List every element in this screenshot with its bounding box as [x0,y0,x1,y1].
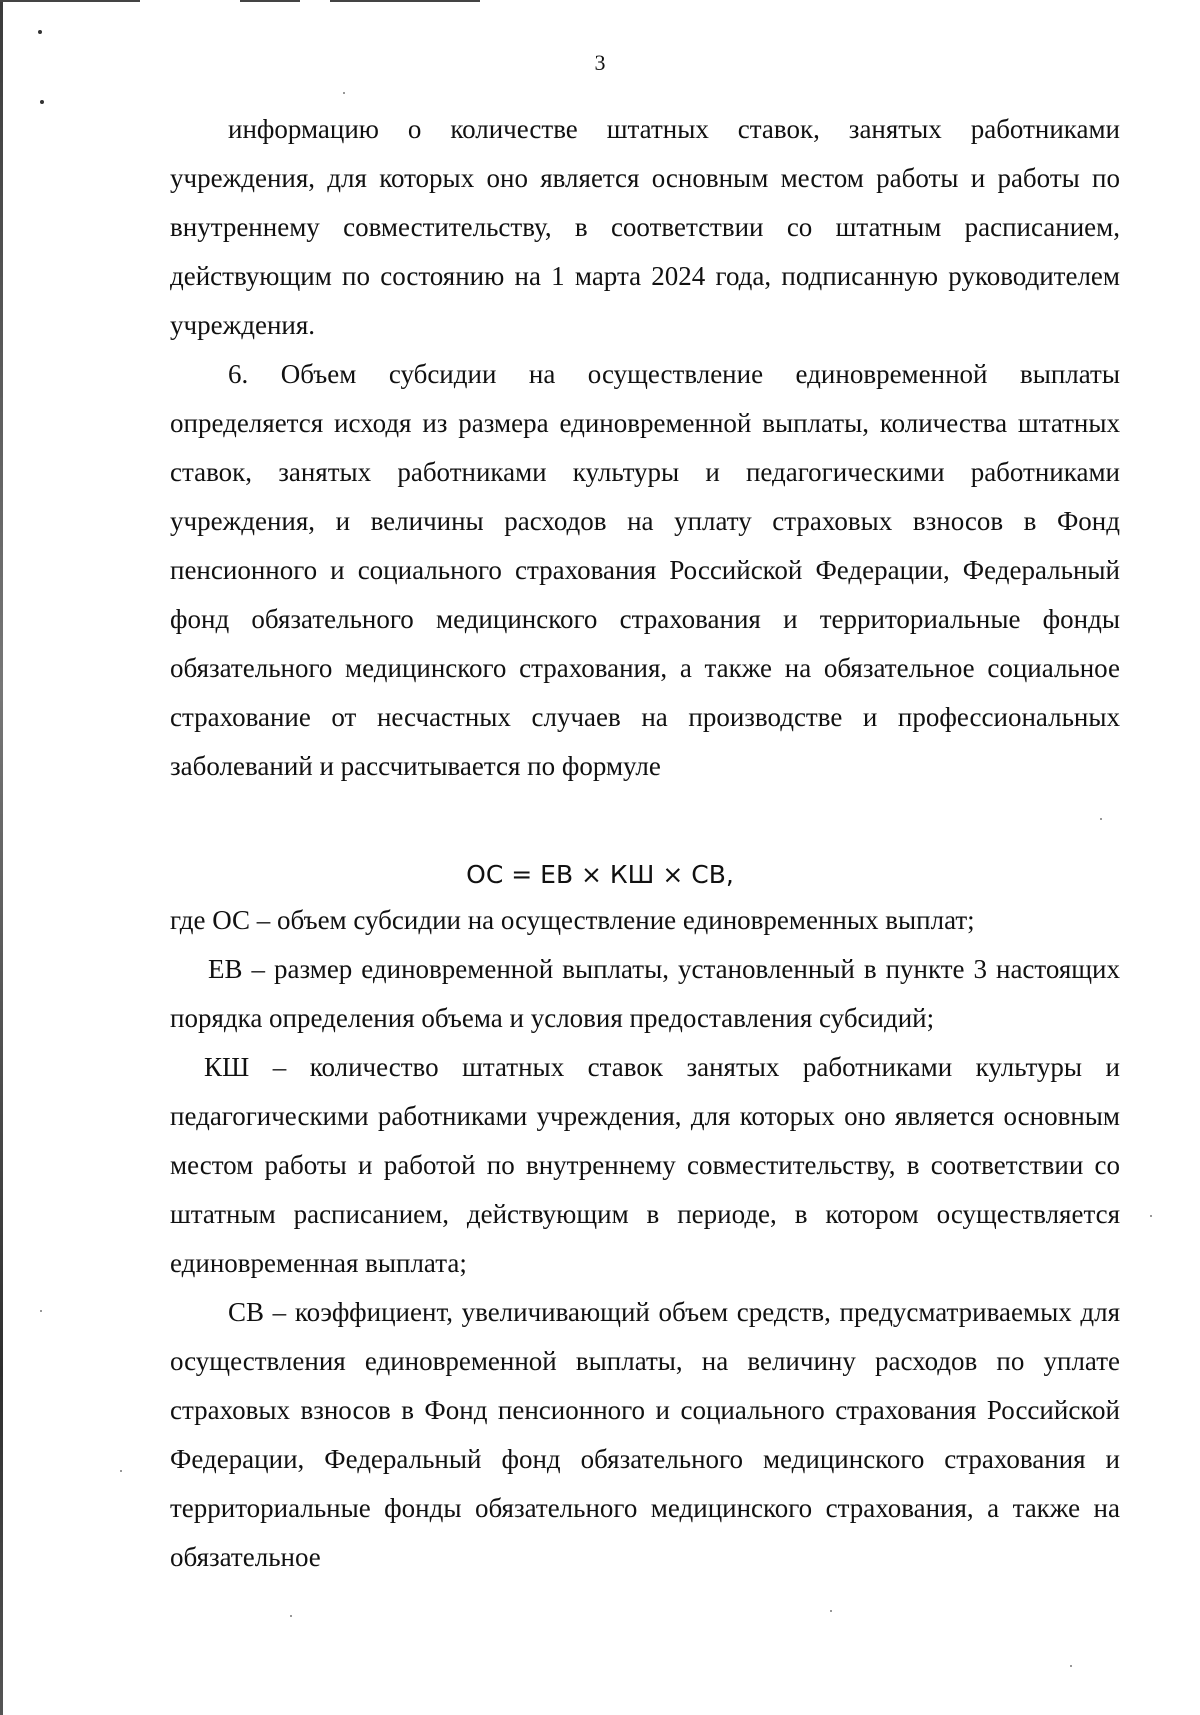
paragraph-ksh-definition: КШ – количество штатных ставок занятых работниками культуры и педагогическими работниками учреждения, для которых оно является основным местом работы и работой по внутреннему совместительству, в соответствии со штатным расписанием, действующим в периоде, в котором осуществляется единовременная выплата; [170,1052,1120,1278]
scan-speck [40,100,44,104]
paragraph-sv-definition: СВ – коэффициент, увеличивающий объем средств, предусматриваемых для осуществления единовременной выплаты, на величину расходов по уплате страховых взносов в Фонд пенсионного и социального страхования Российской Федерации, Федеральный фонд обязательного медицинского страхования и территориальные фонды обязательного медицинского страхования, а также на обязательное [170,1297,1120,1572]
scan-speck [343,92,345,94]
scan-speck [1070,1665,1072,1667]
page-number: 3 [594,50,606,75]
paragraph-staff-info: информацию о количестве штатных ставок, занятых работниками учреждения, для которых оно является основным местом работы и работы по внутреннему совместительству, в соответствии со штатным расписанием, действующим по состоянию на 1 марта 2024 года, подписанную руководителем учреждения. [170,114,1120,340]
scan-speck [290,1615,292,1617]
scan-speck [38,30,42,34]
paragraph-subsidy-volume: 6. Объем субсидии на осуществление единовременной выплаты определяется исходя из размера единовременной выплаты, количества штатных ставок, занятых работниками культуры и педагогическими работниками учреждения, и величины расходов на уплату страховых взносов в Фонд пенсионного и социального страхования Российской Федерации, Федеральный фонд обязательного медицинского страхования и территориальные фонды обязательного медицинского страхования, а также на обязательное социальное страхование от несчастных случаев на производстве и профессиональных заболеваний и рассчитывается по формуле [170,359,1120,781]
scan-speck [1150,1215,1152,1217]
scan-top-edge-mark [0,0,140,2]
scan-speck [120,1470,122,1472]
scan-speck [40,1310,42,1312]
scan-speck [1100,818,1102,820]
subsidy-formula: ОС = ЕВ × КШ × СВ, [466,860,734,889]
scan-top-edge-mark [240,0,300,2]
body-text-top [170,105,1120,791]
paragraph-ev-definition: ЕВ – размер единовременной выплаты, установленный в пункте 3 настоящих порядка определения объема и условия предоставления субсидий; [170,954,1120,1033]
scan-top-edge-mark [330,0,480,2]
scan-speck [830,1610,832,1612]
paragraph-os-definition: где ОС – объем субсидии на осуществление единовременных выплат; [170,905,975,935]
body-text-bottom [170,896,1120,1582]
